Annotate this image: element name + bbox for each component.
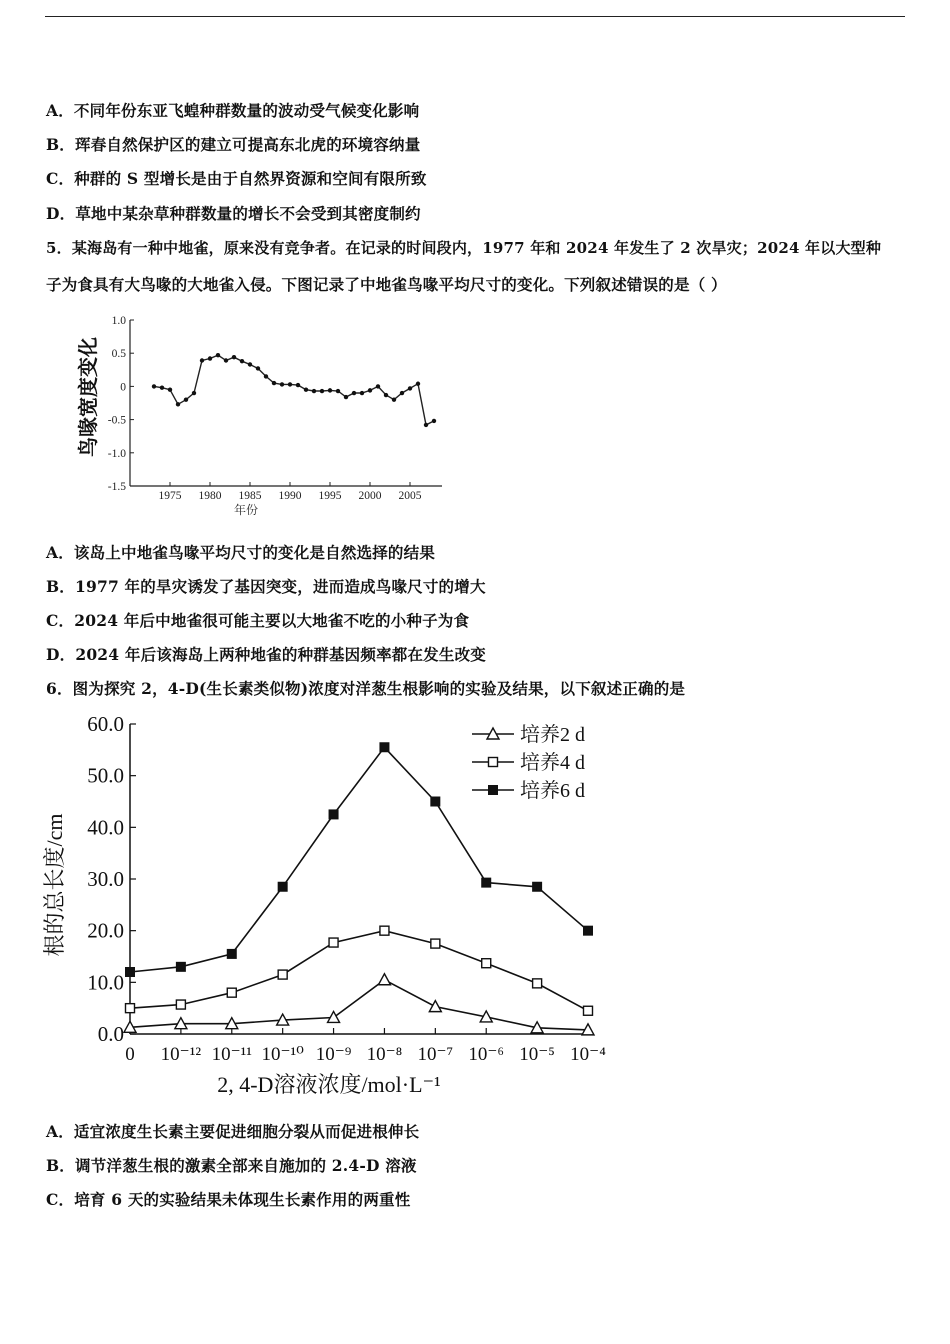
x-tick-label: 0 (125, 1044, 135, 1065)
y-tick-label: 0 (120, 381, 126, 394)
y-tick-label: 30.0 (87, 867, 124, 891)
data-point (288, 382, 292, 386)
y-tick-label: -1.0 (107, 447, 126, 460)
data-point (344, 395, 348, 399)
data-point-3 (533, 882, 542, 891)
x-tick-label: 1975 (158, 490, 182, 502)
data-point (208, 356, 212, 360)
y-tick-label: 40.0 (87, 815, 124, 840)
y-tick-label: 0.5 (111, 348, 126, 361)
data-point-2 (482, 959, 491, 968)
q5-stem-line1: 5．某海岛有一种中地雀，原来没有竞争者。在记录的时间段内，1977 年和 2024 年发生了 2 次旱灾；2024 年以大型种 (46, 239, 882, 257)
data-point (376, 384, 380, 388)
data-point (160, 386, 164, 390)
data-point (256, 366, 260, 370)
data-point (432, 419, 436, 423)
data-point (384, 393, 388, 397)
data-point (312, 389, 316, 393)
data-point-2 (176, 1000, 185, 1009)
data-point-3 (329, 810, 338, 819)
data-point-3 (176, 962, 185, 971)
legend-marker (489, 786, 498, 795)
y-axis-label: 根的总长度/cm (42, 813, 67, 957)
data-point (152, 384, 156, 388)
series-line-1 (130, 980, 588, 1030)
q4-option-c: C．种群的 S 型增长是由于自然界资源和空间有限所致 (46, 169, 427, 188)
legend-label: 培养6 d (520, 780, 585, 802)
y-tick-label: -0.5 (107, 414, 126, 427)
y-tick-label: 60.0 (87, 712, 124, 736)
x-tick-label: 10⁻⁷ (417, 1044, 454, 1065)
q6-stem: 6．图为探究 2，4-D(生长素类似物)浓度对洋葱生根影响的实验及结果，以下叙述正确的是 (46, 679, 686, 698)
q4-option-a: A．不同年份东亚飞蝗种群数量的波动受气候变化影响 (46, 101, 420, 120)
x-tick-label: 10⁻⁹ (315, 1044, 352, 1065)
data-point-3 (380, 743, 389, 752)
data-point (328, 388, 332, 392)
data-point (416, 382, 420, 386)
y-tick-label: 50.0 (87, 763, 124, 788)
data-point (272, 381, 276, 385)
data-point (224, 358, 228, 362)
data-point (248, 362, 252, 366)
q5-option-d: D．2024 年后该海岛上两种地雀的种群基因频率都在发生改变 (46, 645, 486, 664)
data-point (352, 391, 356, 395)
x-tick-label: 1990 (278, 490, 302, 502)
data-point-2 (278, 970, 287, 979)
data-point-3 (126, 968, 135, 977)
data-point (232, 355, 236, 359)
x-tick-label: 10⁻¹⁰ (261, 1044, 304, 1065)
data-point (304, 388, 308, 392)
y-tick-label: 20.0 (87, 918, 124, 943)
q4-option-b: B．珲春自然保护区的建立可提高东北虎的环境容纳量 (46, 135, 421, 154)
q6-option-b: B．调节洋葱生根的激素全部来自施加的 2.4-D 溶液 (46, 1156, 417, 1175)
data-point-2 (227, 988, 236, 997)
y-tick-label: -1.5 (107, 481, 126, 493)
data-point (176, 402, 180, 406)
x-tick-label: 10⁻⁸ (366, 1044, 403, 1065)
x-tick-label: 10⁻⁵ (519, 1044, 555, 1065)
y-tick-label: 1.0 (111, 315, 126, 327)
q6-option-a: A．适宜浓度生长素主要促进细胞分裂从而促进根伸长 (46, 1122, 420, 1141)
beak-width-chart (70, 308, 460, 526)
y-axis-label: 鸟喙宽度变化 (78, 337, 100, 457)
data-point (264, 374, 268, 378)
data-point-2 (431, 939, 440, 948)
header-rule (45, 16, 905, 17)
x-tick-label: 1980 (198, 490, 222, 502)
x-tick-label: 2000 (358, 490, 382, 502)
data-point-3 (227, 949, 236, 958)
legend-label: 培养2 d (520, 724, 585, 746)
q4-option-d: D．草地中某杂草种群数量的增长不会受到其密度制约 (46, 204, 421, 223)
legend-label: 培养4 d (520, 752, 585, 774)
data-point (168, 388, 172, 392)
data-point (368, 388, 372, 392)
data-point-2 (126, 1004, 135, 1013)
data-point-3 (584, 926, 593, 935)
data-point (280, 382, 284, 386)
data-point (296, 383, 300, 387)
x-tick-label: 1985 (238, 490, 262, 502)
data-point-3 (431, 797, 440, 806)
x-axis-label: 年份 (233, 503, 259, 517)
q5-option-c: C．2024 年后中地雀很可能主要以大地雀不吃的小种子为食 (46, 611, 470, 630)
x-tick-label: 10⁻⁶ (468, 1044, 505, 1065)
data-point-2 (380, 926, 389, 935)
data-point (216, 353, 220, 357)
data-point (360, 391, 364, 395)
data-point-3 (278, 882, 287, 891)
legend-marker (489, 758, 498, 767)
data-point (400, 391, 404, 395)
data-point (192, 391, 196, 395)
x-tick-label: 10⁻¹¹ (211, 1044, 252, 1065)
x-tick-label: 10⁻¹² (160, 1044, 202, 1065)
data-point (240, 359, 244, 363)
y-tick-label: 10.0 (87, 970, 124, 995)
data-point (408, 386, 412, 390)
data-point (184, 397, 188, 401)
x-tick-label: 10⁻⁴ (570, 1044, 606, 1065)
q5-stem-line2: 子为食具有大鸟喙的大地雀入侵。下图记录了中地雀鸟喙平均尺寸的变化。下列叙述错误的是（ ） (46, 275, 727, 294)
root-length-chart (40, 708, 630, 1100)
series-line (154, 355, 434, 425)
data-point-2 (533, 979, 542, 988)
q5-option-b: B．1977 年的旱灾诱发了基因突变，进而造成鸟喙尺寸的增大 (46, 577, 486, 596)
data-point (424, 423, 428, 427)
data-point-1 (429, 1001, 441, 1012)
data-point-2 (329, 938, 338, 947)
data-point-1 (378, 974, 390, 985)
data-point (336, 389, 340, 393)
x-tick-label: 2005 (398, 490, 422, 502)
data-point (392, 397, 396, 401)
x-tick-label: 1995 (318, 490, 342, 502)
data-point-2 (584, 1006, 593, 1015)
x-axis-label: 2, 4-D溶液浓度/mol·L⁻¹ (217, 1072, 441, 1097)
data-point (320, 389, 324, 393)
q5-option-a: A．该岛上中地雀鸟喙平均尺寸的变化是自然选择的结果 (46, 543, 436, 562)
y-tick-label: 0.0 (97, 1022, 124, 1046)
data-point-3 (482, 878, 491, 887)
q6-option-c: C．培育 6 天的实验结果未体现生长素作用的两重性 (46, 1190, 411, 1209)
data-point (200, 358, 204, 362)
